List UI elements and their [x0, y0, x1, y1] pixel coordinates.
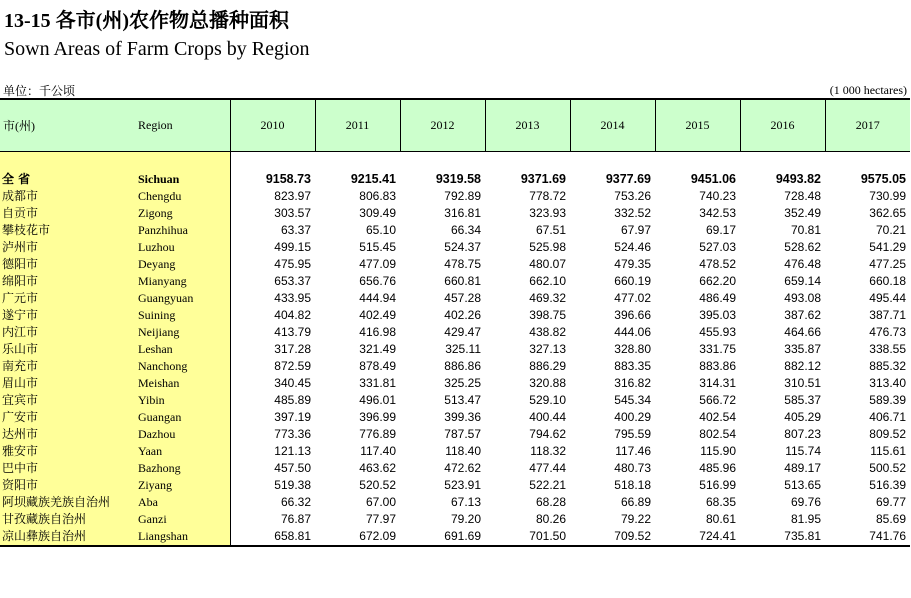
area-value: 117.40 — [360, 444, 396, 458]
header-region-cn: 市(州) — [0, 99, 130, 152]
area-value: 480.07 — [529, 257, 566, 271]
area-value: 396.66 — [614, 308, 651, 322]
area-value: 115.61 — [870, 444, 906, 458]
table-row — [0, 205, 910, 222]
area-value: 872.59 — [274, 359, 311, 373]
header-year: 2010 — [230, 99, 315, 152]
region-name-en: Meishan — [130, 375, 230, 392]
area-value: 9215.41 — [350, 172, 396, 186]
area-value: 464.66 — [784, 325, 821, 339]
region-name-en: Yibin — [130, 392, 230, 409]
table-row — [0, 409, 910, 426]
area-value: 886.86 — [444, 359, 481, 373]
area-value: 701.50 — [485, 528, 570, 546]
area-value: 402.26 — [444, 308, 481, 322]
area-value: 67.51 — [535, 223, 566, 237]
region-name-cn: 甘孜藏族自治州 — [0, 511, 130, 528]
area-value: 387.62 — [784, 308, 821, 322]
area-value: 313.40 — [869, 376, 906, 390]
table-row — [0, 375, 910, 392]
region-name-cn: 内江市 — [0, 324, 130, 341]
table-row — [0, 239, 910, 256]
area-value: 67.97 — [620, 223, 651, 237]
area-value: 338.55 — [869, 342, 906, 356]
area-value: 79.22 — [620, 512, 651, 526]
area-value: 525.98 — [529, 240, 566, 254]
table-row — [0, 494, 910, 511]
area-value: 328.80 — [614, 342, 651, 356]
area-value: 518.18 — [614, 478, 651, 492]
area-value: 400.29 — [614, 410, 651, 424]
area-value: 398.75 — [529, 308, 566, 322]
area-value: 516.39 — [869, 478, 906, 492]
area-value: 658.81 — [230, 528, 315, 546]
area-value: 321.49 — [359, 342, 396, 356]
area-value: 331.75 — [699, 342, 736, 356]
area-value: 9451.06 — [690, 172, 736, 186]
region-name-en: Neijiang — [130, 324, 230, 341]
area-value: 802.54 — [699, 427, 736, 441]
area-value: 656.76 — [359, 274, 396, 288]
region-name-cn: 成都市 — [0, 188, 130, 205]
area-value: 81.95 — [790, 512, 821, 526]
area-value: 387.71 — [869, 308, 906, 322]
area-value: 80.61 — [705, 512, 736, 526]
header-region-en: Region — [130, 99, 230, 152]
area-value: 477.02 — [614, 291, 651, 305]
area-value: 691.69 — [400, 528, 485, 546]
table-row — [0, 222, 910, 239]
area-value: 475.95 — [274, 257, 311, 271]
area-value: 66.89 — [620, 495, 651, 509]
area-value: 653.37 — [274, 274, 311, 288]
area-value: 478.75 — [444, 257, 481, 271]
area-value: 500.52 — [869, 461, 906, 475]
area-value: 886.29 — [529, 359, 566, 373]
area-value: 399.36 — [444, 410, 481, 424]
area-value: 787.57 — [444, 427, 481, 441]
area-value: 76.87 — [280, 512, 311, 526]
area-value: 335.87 — [784, 342, 821, 356]
area-value: 70.21 — [875, 223, 906, 237]
area-value: 79.20 — [450, 512, 481, 526]
header-year: 2017 — [825, 99, 910, 152]
area-value: 528.62 — [784, 240, 821, 254]
region-name-en: Luzhou — [130, 239, 230, 256]
table-row — [0, 460, 910, 477]
region-name-cn: 攀枝花市 — [0, 222, 130, 239]
area-value: 882.12 — [784, 359, 821, 373]
region-name-en: Liangshan — [130, 528, 230, 546]
area-value: 730.99 — [869, 189, 906, 203]
table-row — [0, 511, 910, 528]
table-row — [0, 273, 910, 290]
area-value: 402.49 — [359, 308, 396, 322]
area-value: 68.35 — [705, 495, 736, 509]
region-name-cn: 广安市 — [0, 409, 130, 426]
area-value: 115.90 — [700, 444, 736, 458]
area-value: 397.19 — [274, 410, 311, 424]
area-value: 362.65 — [869, 206, 906, 220]
area-value: 659.14 — [784, 274, 821, 288]
area-value: 121.13 — [274, 444, 311, 458]
region-name-en: Aba — [130, 494, 230, 511]
area-value: 331.81 — [359, 376, 396, 390]
area-value: 753.26 — [614, 189, 651, 203]
area-value: 477.44 — [529, 461, 566, 475]
area-value: 69.17 — [705, 223, 736, 237]
area-value: 740.23 — [699, 189, 736, 203]
region-name-en: Guangyuan — [130, 290, 230, 307]
area-value: 522.21 — [529, 478, 566, 492]
table-row — [0, 307, 910, 324]
area-value: 406.71 — [869, 410, 906, 424]
area-value: 309.49 — [359, 206, 396, 220]
region-name-en: Dazhou — [130, 426, 230, 443]
area-value: 400.44 — [529, 410, 566, 424]
header-year: 2013 — [485, 99, 570, 152]
area-value: 63.37 — [280, 223, 311, 237]
area-value: 523.91 — [444, 478, 481, 492]
area-value: 728.48 — [784, 189, 821, 203]
area-value: 314.31 — [699, 376, 736, 390]
region-name-en: Mianyang — [130, 273, 230, 290]
area-value: 402.54 — [699, 410, 736, 424]
area-value: 589.39 — [869, 393, 906, 407]
area-value: 68.28 — [535, 495, 566, 509]
area-value: 878.49 — [359, 359, 396, 373]
region-name-cn: 凉山彝族自治州 — [0, 528, 130, 546]
area-value: 807.23 — [784, 427, 821, 441]
table-row — [0, 358, 910, 375]
region-name-cn: 眉山市 — [0, 375, 130, 392]
sown-area-table — [0, 98, 910, 547]
area-value: 444.06 — [614, 325, 651, 339]
area-value: 438.82 — [529, 325, 566, 339]
area-value: 327.13 — [529, 342, 566, 356]
area-value: 513.47 — [444, 393, 481, 407]
header-year: 2014 — [570, 99, 655, 152]
area-value: 9575.05 — [860, 172, 906, 186]
region-name-cn: 达州市 — [0, 426, 130, 443]
area-value: 566.72 — [699, 393, 736, 407]
region-name-cn: 全 省 — [0, 171, 130, 188]
area-value: 316.81 — [444, 206, 481, 220]
area-value: 67.00 — [365, 495, 396, 509]
area-value: 516.99 — [699, 478, 736, 492]
region-name-cn: 遂宁市 — [0, 307, 130, 324]
area-value: 310.51 — [784, 376, 821, 390]
area-value: 776.89 — [359, 427, 396, 441]
table-title-cn: 13-15 各市(州)农作物总播种面积 — [4, 10, 289, 32]
area-value: 325.11 — [445, 342, 481, 356]
area-value: 325.25 — [444, 376, 481, 390]
area-value: 332.52 — [614, 206, 651, 220]
area-value: 405.29 — [784, 410, 821, 424]
table-row — [0, 392, 910, 409]
area-value: 485.96 — [699, 461, 736, 475]
region-name-cn: 德阳市 — [0, 256, 130, 273]
table-row — [0, 477, 910, 494]
region-name-cn: 宜宾市 — [0, 392, 130, 409]
area-value: 524.46 — [614, 240, 651, 254]
region-name-cn: 阿坝藏族羌族自治州 — [0, 494, 130, 511]
area-value: 709.52 — [570, 528, 655, 546]
area-value: 883.86 — [699, 359, 736, 373]
table-body — [0, 152, 910, 547]
area-value: 741.76 — [825, 528, 910, 546]
area-value: 520.52 — [359, 478, 396, 492]
area-value: 455.93 — [699, 325, 736, 339]
region-name-cn: 广元市 — [0, 290, 130, 307]
area-value: 515.45 — [359, 240, 396, 254]
area-value: 513.65 — [784, 478, 821, 492]
area-value: 469.32 — [529, 291, 566, 305]
area-value: 478.52 — [699, 257, 736, 271]
area-value: 660.18 — [869, 274, 906, 288]
area-value: 303.57 — [274, 206, 311, 220]
area-value: 794.62 — [529, 427, 566, 441]
area-value: 457.50 — [274, 461, 311, 475]
area-value: 463.62 — [359, 461, 396, 475]
area-value: 660.81 — [444, 274, 481, 288]
table-row — [0, 324, 910, 341]
area-value: 118.40 — [445, 444, 481, 458]
region-name-en: Ziyang — [130, 477, 230, 494]
area-value: 529.10 — [529, 393, 566, 407]
area-value: 792.89 — [444, 189, 481, 203]
area-value: 485.89 — [274, 393, 311, 407]
area-value: 476.73 — [869, 325, 906, 339]
area-value: 317.28 — [274, 342, 311, 356]
area-value: 486.49 — [699, 291, 736, 305]
area-value: 477.25 — [869, 257, 906, 271]
unit-label-en: (1 000 hectares) — [829, 83, 907, 97]
area-value: 662.10 — [529, 274, 566, 288]
area-value: 117.46 — [615, 444, 651, 458]
area-value: 724.41 — [655, 528, 740, 546]
table-row — [0, 290, 910, 307]
header-year: 2016 — [740, 99, 825, 152]
area-value: 545.34 — [614, 393, 651, 407]
area-value: 479.35 — [614, 257, 651, 271]
area-value: 323.93 — [529, 206, 566, 220]
region-name-en: Zigong — [130, 205, 230, 222]
area-value: 519.38 — [274, 478, 311, 492]
area-value: 660.19 — [614, 274, 651, 288]
table-row — [0, 528, 910, 546]
area-value: 476.48 — [784, 257, 821, 271]
area-value: 778.72 — [529, 189, 566, 203]
area-value: 806.83 — [359, 189, 396, 203]
region-name-en: Sichuan — [130, 171, 230, 188]
table-row — [0, 341, 910, 358]
area-value: 69.77 — [875, 495, 906, 509]
area-value: 65.10 — [365, 223, 396, 237]
area-value: 823.97 — [274, 189, 311, 203]
area-value: 662.20 — [699, 274, 736, 288]
area-value: 413.79 — [274, 325, 311, 339]
area-value: 118.32 — [530, 444, 566, 458]
area-value: 495.44 — [869, 291, 906, 305]
area-value: 472.62 — [444, 461, 481, 475]
region-name-en: Suining — [130, 307, 230, 324]
region-name-cn: 泸州市 — [0, 239, 130, 256]
area-value: 404.82 — [274, 308, 311, 322]
table-title-en: Sown Areas of Farm Crops by Region — [4, 38, 310, 60]
area-value: 527.03 — [699, 240, 736, 254]
area-value: 9319.58 — [435, 172, 481, 186]
area-value: 883.35 — [614, 359, 651, 373]
area-value: 85.69 — [875, 512, 906, 526]
area-value: 352.49 — [784, 206, 821, 220]
area-value: 9493.82 — [775, 172, 821, 186]
region-name-cn: 乐山市 — [0, 341, 130, 358]
area-value: 320.88 — [529, 376, 566, 390]
region-name-en: Deyang — [130, 256, 230, 273]
region-name-en: Chengdu — [130, 188, 230, 205]
unit-label-cn: 单位：千公顷 — [3, 84, 76, 98]
region-name-cn: 南充市 — [0, 358, 130, 375]
table-row — [0, 443, 910, 460]
total-row — [0, 171, 910, 188]
area-value: 9158.73 — [265, 172, 311, 186]
area-value: 395.03 — [699, 308, 736, 322]
area-value: 316.82 — [614, 376, 651, 390]
area-value: 70.81 — [790, 223, 821, 237]
area-value: 69.76 — [790, 495, 821, 509]
region-name-cn: 资阳市 — [0, 477, 130, 494]
area-value: 115.74 — [785, 444, 821, 458]
region-name-cn: 雅安市 — [0, 443, 130, 460]
area-value: 429.47 — [444, 325, 481, 339]
region-name-en: Leshan — [130, 341, 230, 358]
area-value: 524.37 — [444, 240, 481, 254]
area-value: 416.98 — [359, 325, 396, 339]
region-name-cn: 巴中市 — [0, 460, 130, 477]
area-value: 496.01 — [359, 393, 396, 407]
area-value: 672.09 — [315, 528, 400, 546]
area-value: 66.32 — [280, 495, 311, 509]
header-year: 2015 — [655, 99, 740, 152]
area-value: 489.17 — [784, 461, 821, 475]
area-value: 477.09 — [359, 257, 396, 271]
area-value: 396.99 — [359, 410, 396, 424]
table-row — [0, 188, 910, 205]
region-name-en: Yaan — [130, 443, 230, 460]
table-row — [0, 426, 910, 443]
area-value: 9377.69 — [605, 172, 651, 186]
area-value: 77.97 — [365, 512, 396, 526]
area-value: 585.37 — [784, 393, 821, 407]
area-value: 67.13 — [450, 495, 481, 509]
area-value: 493.08 — [784, 291, 821, 305]
area-value: 773.36 — [274, 427, 311, 441]
area-value: 809.52 — [869, 427, 906, 441]
region-name-cn: 绵阳市 — [0, 273, 130, 290]
region-name-en: Guangan — [130, 409, 230, 426]
header-year: 2012 — [400, 99, 485, 152]
area-value: 735.81 — [740, 528, 825, 546]
area-value: 480.73 — [614, 461, 651, 475]
region-name-en: Panzhihua — [130, 222, 230, 239]
area-value: 795.59 — [614, 427, 651, 441]
region-name-en: Nanchong — [130, 358, 230, 375]
area-value: 457.28 — [444, 291, 481, 305]
area-value: 9371.69 — [520, 172, 566, 186]
area-value: 340.45 — [274, 376, 311, 390]
area-value: 80.26 — [535, 512, 566, 526]
area-value: 66.34 — [450, 223, 481, 237]
area-value: 433.95 — [274, 291, 311, 305]
header-year: 2011 — [315, 99, 400, 152]
area-value: 541.29 — [869, 240, 906, 254]
area-value: 342.53 — [699, 206, 736, 220]
table-row — [0, 256, 910, 273]
region-name-cn: 自贡市 — [0, 205, 130, 222]
area-value: 885.32 — [869, 359, 906, 373]
header-row — [0, 99, 910, 152]
area-value: 444.94 — [359, 291, 396, 305]
region-name-en: Bazhong — [130, 460, 230, 477]
area-value: 499.15 — [274, 240, 311, 254]
region-name-en: Ganzi — [130, 511, 230, 528]
